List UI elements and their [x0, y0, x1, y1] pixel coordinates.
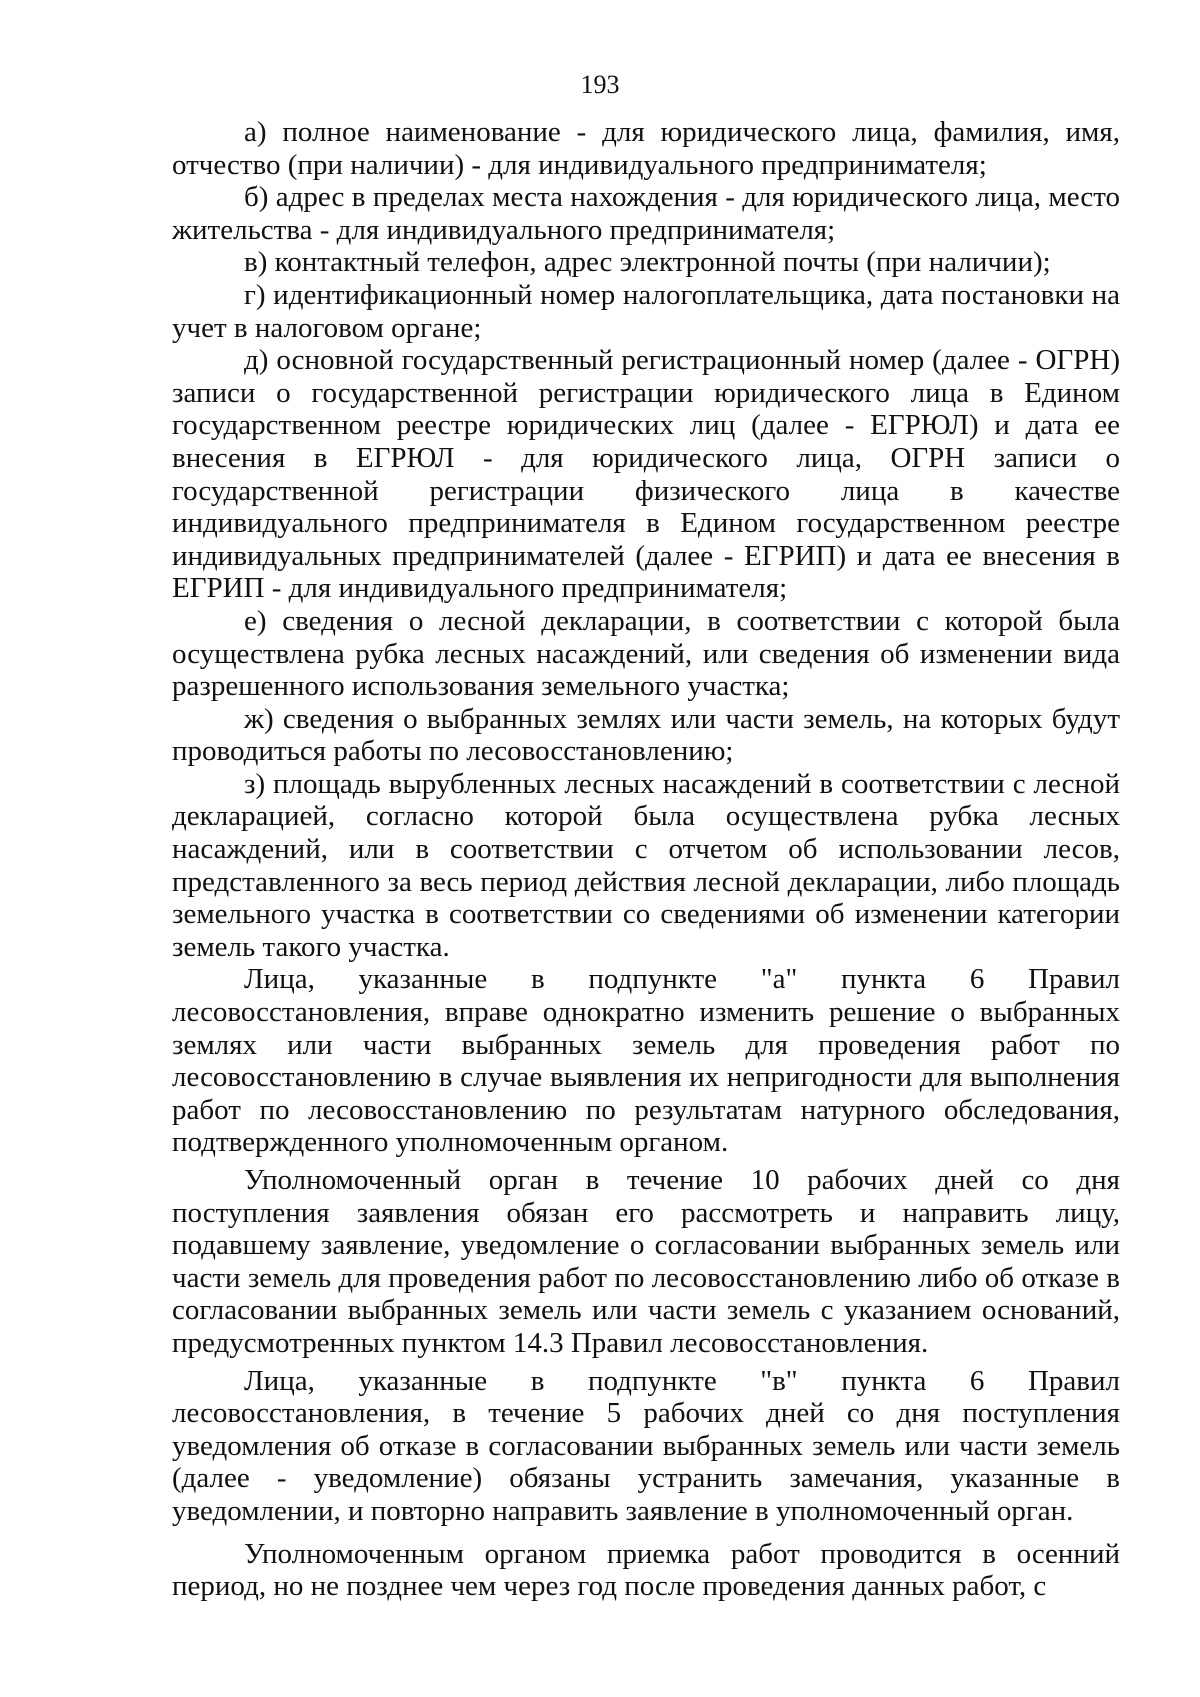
document-body [172, 116, 1120, 1603]
paragraph-item-e: е) сведения о лесной декларации, в соответствии с которой была осуществлена рубка лесных насаждений, или сведения об изменении вида разрешенного использования земельного участка; [172, 604, 1120, 703]
paragraph-item-g: г) идентификационный номер налогоплательщика, дата постановки на учет в налоговом органе; [172, 278, 1120, 344]
paragraph-item-v: в) контактный телефон, адрес электронной почты (при наличии); [244, 246, 1051, 279]
paragraph-item-z: з) площадь вырубленных лесных насаждений в соответствии с лесной декларацией, согласно которой была осуществлена рубка лесных насаждений, или в соответствии с отчетом об использовании лесов, представленного за весь период действия лесной декларации, либо площадь земельного участка в соответствии со сведениями об изменении категории земель такого участка. [172, 767, 1120, 963]
paragraph-item-b: б) адрес в пределах места нахождения - для юридического лица, место жительства - для индивидуального предпринимателя; [172, 181, 1120, 246]
paragraph-item-d: д) основной государственный регистрационный номер (далее - ОГРН) записи о государственной регистрации юридического лица в Едином государственном реестре юридических лиц (далее - ЕГРЮЛ) и дата ее внесения в ЕГРЮЛ - для юридического лица, ОГРН записи о государственной регистрации физического лица в качестве индивидуального предпринимателя в Едином государственном реестре индивидуальных предпринимателей (далее - ЕГРИП) и дата ее внесения в ЕГРИП - для индивидуального предпринимателя; [172, 344, 1120, 605]
paragraph-item-a: а) полное наименование - для юридического лица, фамилия, имя, отчество (при наличии) - для индивидуального предпринимателя; [172, 116, 1120, 181]
paragraph-review-period: Уполномоченный орган в течение 10 рабочих дней со дня поступления заявления обязан его рассмотреть и направить лицу, подавшему заявление, уведомление о согласовании выбранных земель или части земель для проведения работ по лесовосстановлению либо об отказе в согласовании выбранных земель или части земель с указанием оснований, предусмотренных пунктом 14.3 Правил лесовосстановления. [172, 1164, 1120, 1359]
paragraph-item-zh: ж) сведения о выбранных землях или части земель, на которых будут проводиться работы по лесовосстановлению; [172, 702, 1120, 768]
paragraph-change-decision: Лица, указанные в подпункте "а" пункта 6 Правил лесовосстановления, вправе однократно изменить решение о выбранных землях или части выбранных земель для проведения работ по лесовосстановлению в случае выявления их непригодности для выполнения работ по лесовосстановлению по результатам натурного обследования, подтвержденного уполномоченным органом. [172, 963, 1120, 1159]
page-number: 193 [580, 70, 620, 99]
paragraph-refusal-remedy: Лица, указанные в подпункте "в" пункта 6 Правил лесовосстановления, в течение 5 рабочих дней со дня поступления уведомления об отказе в согласовании выбранных земель или части земель (далее - уведомление) обязаны устранить замечания, указанные в уведомлении, и повторно направить заявление в уполномоченный орган. [172, 1364, 1120, 1527]
paragraph-acceptance: Уполномоченным органом приемка работ проводится в осенний период, но не позднее чем через год после проведения данных работ, с [172, 1537, 1120, 1603]
